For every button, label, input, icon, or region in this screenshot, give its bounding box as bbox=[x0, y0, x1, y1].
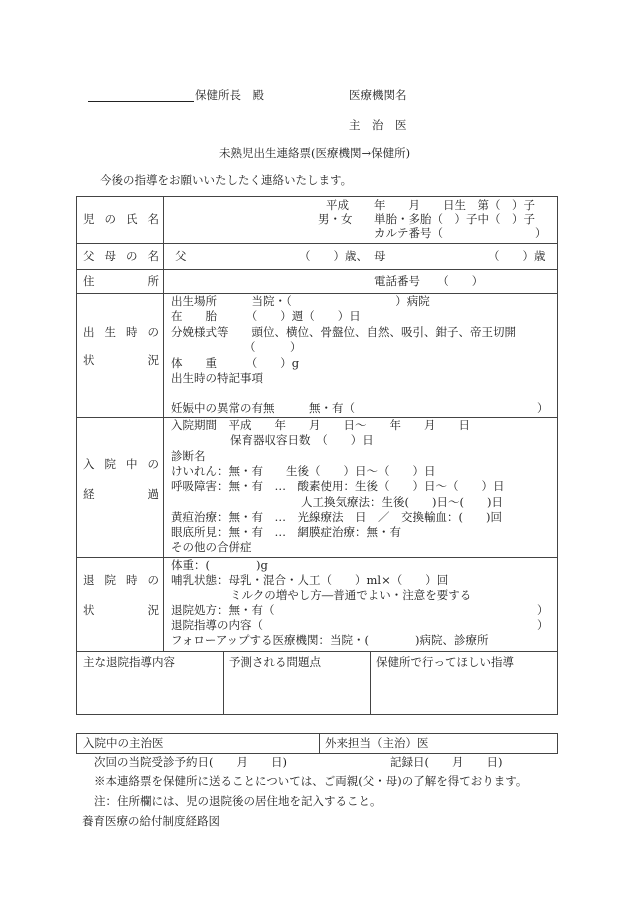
parents-name-label: 父 母 の 名 bbox=[83, 249, 159, 263]
milk-increase-method[interactable]: ミルクの増やし方―普通でよい・注意を要する bbox=[230, 588, 472, 602]
health-center-guidance-field[interactable] bbox=[371, 671, 557, 715]
child-name-label: 児 の 氏 名 bbox=[83, 212, 159, 226]
discharge-prescription[interactable]: 退院処方：無・有（ bbox=[171, 603, 275, 617]
delivery-type[interactable]: 分娩様式等 頭位、横位、骨盤位、自然、吸引、鉗子、帝王切開 bbox=[171, 325, 516, 339]
father-label: 父 bbox=[175, 249, 187, 263]
predicted-problems-header: 予測される問題点 bbox=[229, 655, 321, 669]
pregnancy-abnormality-close: ） bbox=[537, 401, 549, 415]
father-age[interactable]: （ ）歳、 bbox=[299, 249, 368, 263]
main-discharge-guidance-field[interactable] bbox=[77, 671, 223, 715]
hospital-course-label-1: 入 院 中 の bbox=[83, 457, 159, 471]
mother-age[interactable]: （ ）歳 bbox=[488, 249, 546, 263]
gestation-period[interactable]: 在 胎 （ ）週（ ）日 bbox=[171, 309, 361, 323]
addressee-suffix: 保健所長 殿 bbox=[195, 88, 264, 102]
discharge-weight[interactable]: 体重：( )g bbox=[171, 558, 268, 572]
convulsions[interactable]: けいれん：無・有 生後（ ）日～（ ）日 bbox=[171, 464, 436, 478]
institution-label: 医療機関名 bbox=[349, 88, 407, 102]
birth-weight[interactable]: 体 重 （ ）g bbox=[171, 356, 300, 370]
intro-text: 今後の指導をお願いいたしたく連絡いたします。 bbox=[100, 173, 353, 187]
discharge-status-label-2: 状 況 bbox=[83, 603, 159, 617]
discharge-guidance-content[interactable]: 退院指導の内容（ bbox=[171, 618, 263, 632]
discharge-status-label-1: 退 院 時 の bbox=[83, 573, 159, 587]
mother-label: 母 bbox=[374, 249, 386, 263]
follow-up-institution[interactable]: フォローアップする医療機関：当院・( )病院、診療所 bbox=[171, 633, 489, 647]
discharge-prescription-close: ） bbox=[537, 603, 549, 617]
chart-number[interactable]: カルテ番号（ ） bbox=[374, 226, 547, 240]
child-multiple-birth[interactable]: 単胎・多胎（ ）子中（ ）子 bbox=[374, 212, 535, 226]
birth-status-label-2: 状 況 bbox=[83, 353, 159, 367]
other-complications[interactable]: その他の合併症 bbox=[171, 540, 252, 554]
delivery-type-other[interactable]: （ ） bbox=[244, 340, 302, 354]
main-form-table bbox=[76, 196, 558, 715]
record-date[interactable]: 記録日( 月 日) bbox=[390, 755, 503, 769]
child-birth-date-order[interactable]: 年 月 日生 第（ ）子 bbox=[374, 198, 535, 212]
mechanical-ventilation[interactable]: 人工換気療法：生後( )日～( )日 bbox=[301, 495, 503, 509]
next-visit-date[interactable]: 次回の当院受診予約日( 月 日) bbox=[94, 755, 287, 769]
phone-number[interactable]: 電話番号 （ ） bbox=[374, 274, 484, 288]
predicted-problems-field[interactable] bbox=[224, 671, 370, 715]
birth-special-notes[interactable]: 出生時の特記事項 bbox=[171, 371, 263, 385]
pregnancy-abnormality[interactable]: 妊娠中の異常の有無 無・有（ bbox=[171, 401, 355, 415]
child-sex[interactable]: 男・女 bbox=[318, 212, 353, 226]
jaundice-treatment[interactable]: 黄疸治療：無・有 … 光線療法 日 ／ 交換輸血：( )回 bbox=[171, 510, 502, 524]
admission-period[interactable]: 入院期間 平成 年 月 日～ 年 月 日 bbox=[171, 418, 470, 432]
diagnosis[interactable]: 診断名 bbox=[171, 449, 206, 463]
consent-note: ※本連絡票を保健所に送ることについては、ご両親(父・母)の了解を得ております。 bbox=[94, 774, 528, 788]
hospital-course-label-2: 経 過 bbox=[83, 487, 159, 501]
section-title-benefit-flow: 養育医療の給付制度経路図 bbox=[82, 814, 220, 828]
feeding-status[interactable]: 哺乳状態：母乳・混合・人工（ ）ml×（ ）回 bbox=[171, 573, 449, 587]
main-discharge-guidance-header: 主な退院指導内容 bbox=[83, 655, 175, 669]
outpatient-doctor-label[interactable]: 外来担当（主治）医 bbox=[325, 736, 429, 750]
inpatient-doctor-label[interactable]: 入院中の主治医 bbox=[83, 736, 164, 750]
discharge-guidance-close: ） bbox=[537, 618, 549, 632]
address-note: 注：住所欄には、児の退院後の居住地を記入すること。 bbox=[94, 794, 382, 808]
child-birth-era: 平成 bbox=[326, 198, 349, 212]
doctors-table bbox=[76, 733, 558, 754]
respiratory-disorder[interactable]: 呼吸障害：無・有 … 酸素使用：生後（ ）日～（ ）日 bbox=[171, 479, 505, 493]
doctor-label: 主 治 医 bbox=[349, 118, 407, 132]
form-title: 未熟児出生連絡票(医療機関→保健所) bbox=[219, 146, 411, 160]
addressee-blank-line[interactable] bbox=[88, 101, 194, 102]
birth-place[interactable]: 出生場所 当院・（ ）病院 bbox=[171, 294, 430, 308]
health-center-guidance-header: 保健所で行ってほしい指導 bbox=[376, 655, 514, 669]
address-label: 住 所 bbox=[83, 274, 159, 288]
birth-status-label-1: 出 生 時 の bbox=[83, 325, 159, 339]
fundus-findings[interactable]: 眼底所見：無・有 … 網膜症治療：無・有 bbox=[171, 525, 401, 539]
incubator-days[interactable]: 保育器収容日数 （ ）日 bbox=[230, 433, 374, 447]
